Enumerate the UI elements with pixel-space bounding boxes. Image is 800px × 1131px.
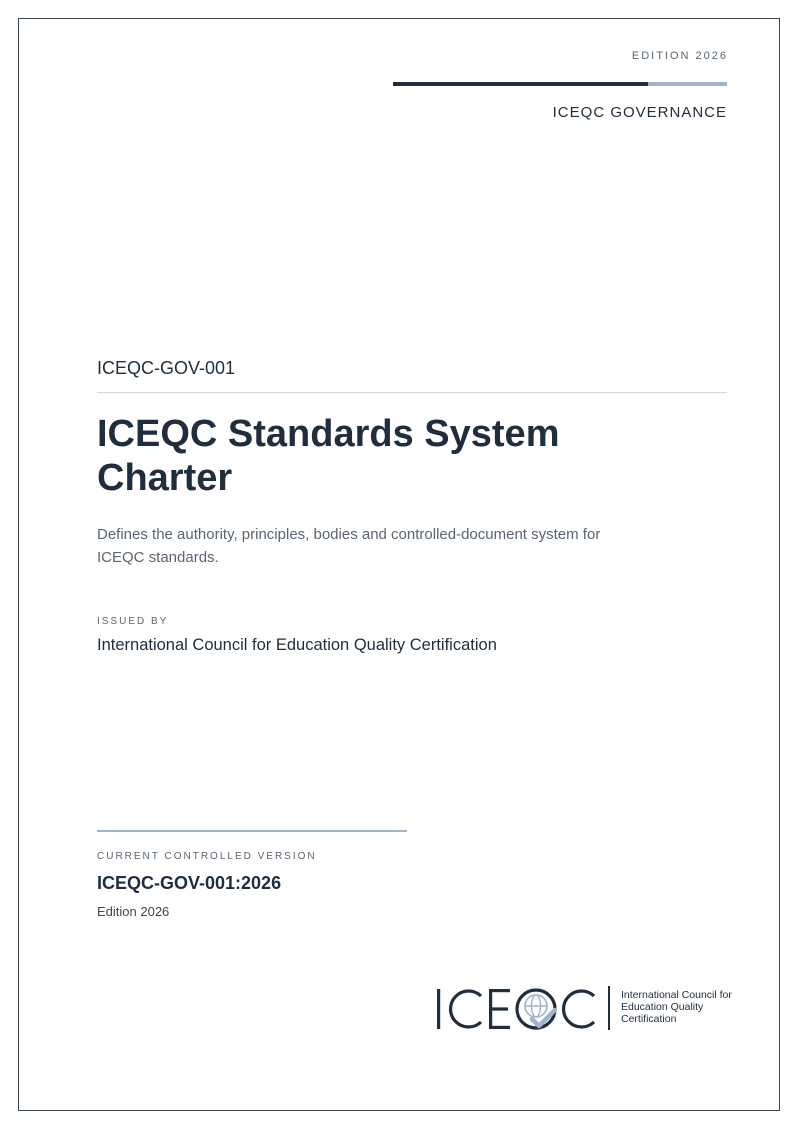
issuer-name: International Council for Education Quality Certification: [97, 636, 497, 654]
logo-text-line: Education Quality: [621, 1001, 704, 1013]
governance-label: ICEQC GOVERNANCE: [552, 104, 727, 121]
version-label: CURRENT CONTROLLED VERSION: [97, 851, 317, 862]
header-bar-light-segment: [648, 82, 727, 86]
version-edition: Edition 2026: [97, 904, 170, 919]
iceqc-logo-mark: [434, 982, 599, 1036]
title-divider: [97, 392, 727, 393]
iceqc-logo: [434, 982, 734, 1036]
document-description: Defines the authority, principles, bodies and controlled-document system for ICEQC standards.: [97, 526, 601, 566]
logo-text-line: International Council for: [621, 989, 732, 1001]
document-title: ICEQC Standards System Charter: [97, 413, 560, 499]
version-divider: [97, 830, 407, 832]
document-id: ICEQC-GOV-001: [97, 358, 236, 378]
logo-text-line: Certification: [621, 1013, 677, 1025]
logo-organization-text: [621, 989, 741, 1025]
logo-divider: [608, 986, 610, 1030]
header-bar-dark-segment: [393, 82, 648, 86]
edition-label: EDITION 2026: [631, 50, 728, 62]
header-accent-bar: [393, 82, 727, 86]
issued-by-label: ISSUED BY: [97, 616, 169, 627]
version-code: ICEQC-GOV-001:2026: [97, 873, 282, 893]
